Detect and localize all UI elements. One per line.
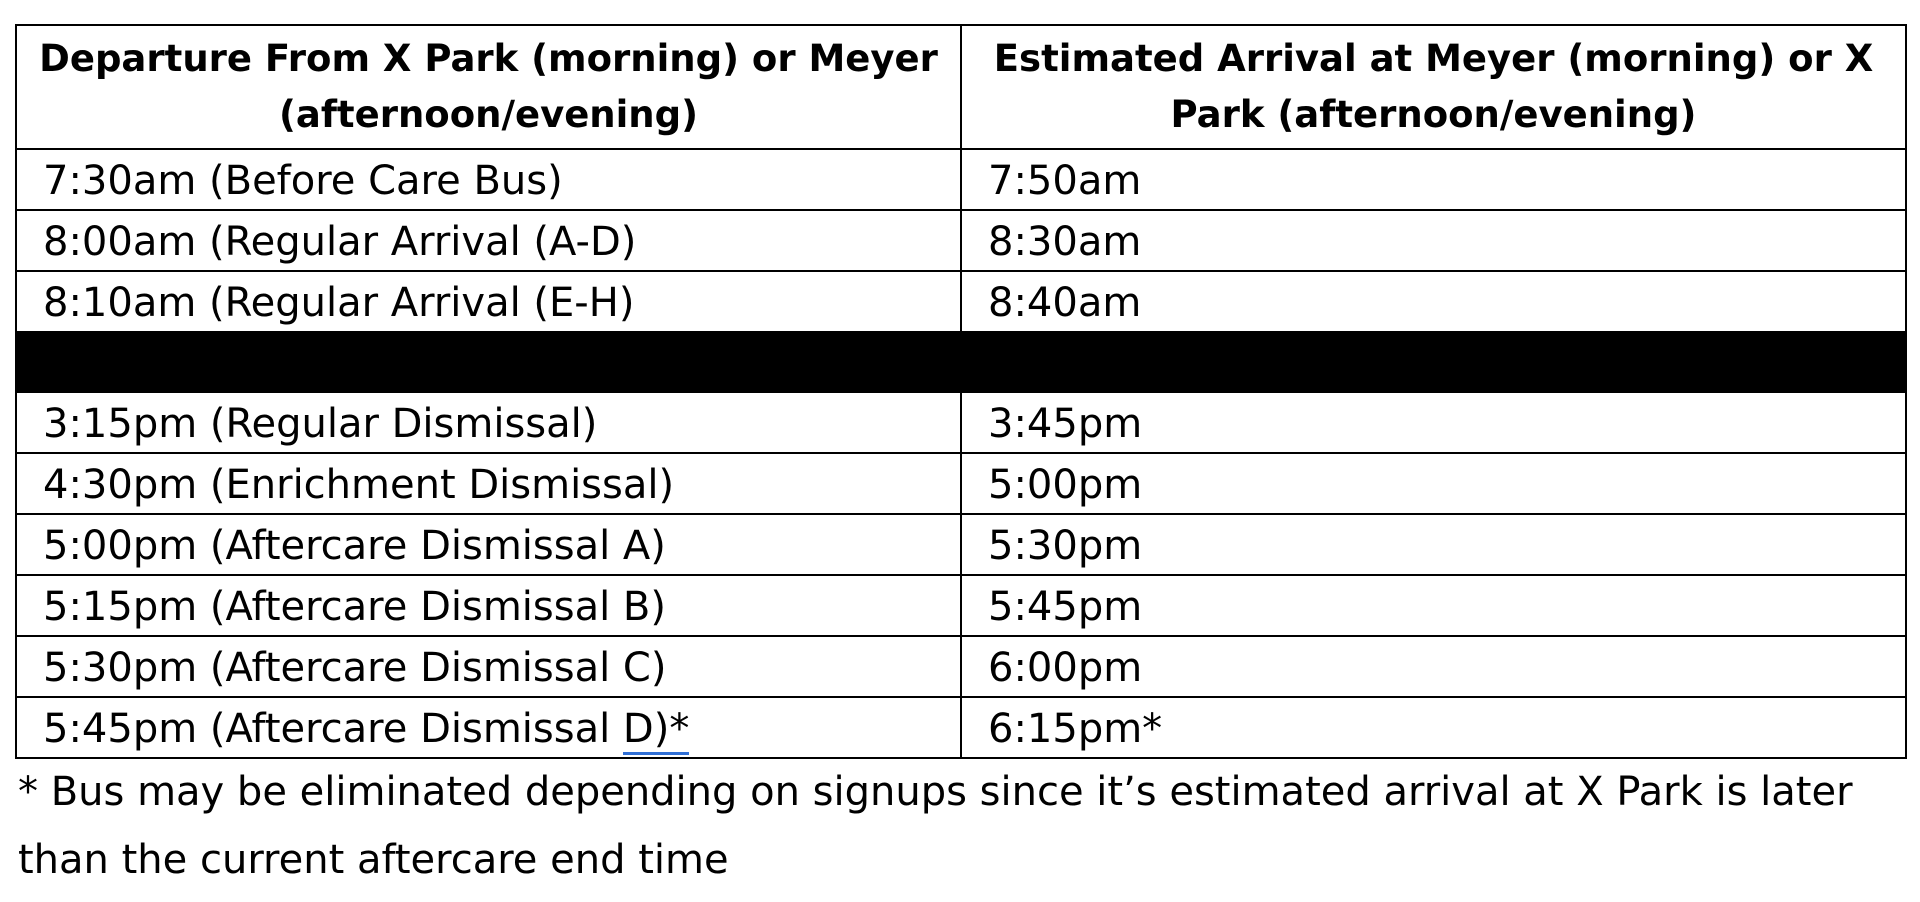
departure-text: 5:45pm (Aftercare Dismissal: [43, 706, 623, 752]
arrival-cell: 6:15pm*: [961, 697, 1906, 758]
arrival-cell: 7:50am: [961, 149, 1906, 210]
departure-cell: 4:30pm (Enrichment Dismissal): [16, 453, 961, 514]
departure-cell: 5:30pm (Aftercare Dismissal C): [16, 636, 961, 697]
table-row: [16, 149, 1906, 210]
table-row: [16, 210, 1906, 271]
table-row: [16, 636, 1906, 697]
arrival-cell: 6:00pm: [961, 636, 1906, 697]
departure-cell: 5:15pm (Aftercare Dismissal B): [16, 575, 961, 636]
table-row: [16, 514, 1906, 575]
arrival-cell: 8:40am: [961, 271, 1906, 332]
arrival-cell: 5:00pm: [961, 453, 1906, 514]
departure-column-header: Departure From X Park (morning) or Meyer (afternoon/evening): [16, 25, 961, 149]
arrival-cell: 5:30pm: [961, 514, 1906, 575]
table-row: [16, 392, 1906, 453]
table-row: [16, 453, 1906, 514]
table-header-row: [16, 25, 1906, 149]
table-row: [16, 271, 1906, 332]
section-divider-row: [16, 332, 1906, 392]
arrival-column-header: Estimated Arrival at Meyer (morning) or X Park (afternoon/evening): [961, 25, 1906, 149]
divider-cell: [961, 332, 1906, 392]
table-row: [16, 575, 1906, 636]
departure-cell: 8:10am (Regular Arrival (E-H): [16, 271, 961, 332]
departure-cell: 3:15pm (Regular Dismissal): [16, 392, 961, 453]
arrival-cell: 3:45pm: [961, 392, 1906, 453]
departure-cell: 5:00pm (Aftercare Dismissal A): [16, 514, 961, 575]
departure-cell: 8:00am (Regular Arrival (A-D): [16, 210, 961, 271]
table-row: [16, 697, 1906, 758]
departure-cell: [16, 697, 961, 758]
arrival-cell: 8:30am: [961, 210, 1906, 271]
underlined-text: D)*: [623, 706, 689, 755]
arrival-cell: 5:45pm: [961, 575, 1906, 636]
bus-schedule-table: [15, 24, 1907, 759]
departure-cell: 7:30am (Before Care Bus): [16, 149, 961, 210]
divider-cell: [16, 332, 961, 392]
footnote: * Bus may be eliminated depending on signups since it’s estimated arrival at X Park is later than the current aftercare end time: [18, 769, 1853, 883]
